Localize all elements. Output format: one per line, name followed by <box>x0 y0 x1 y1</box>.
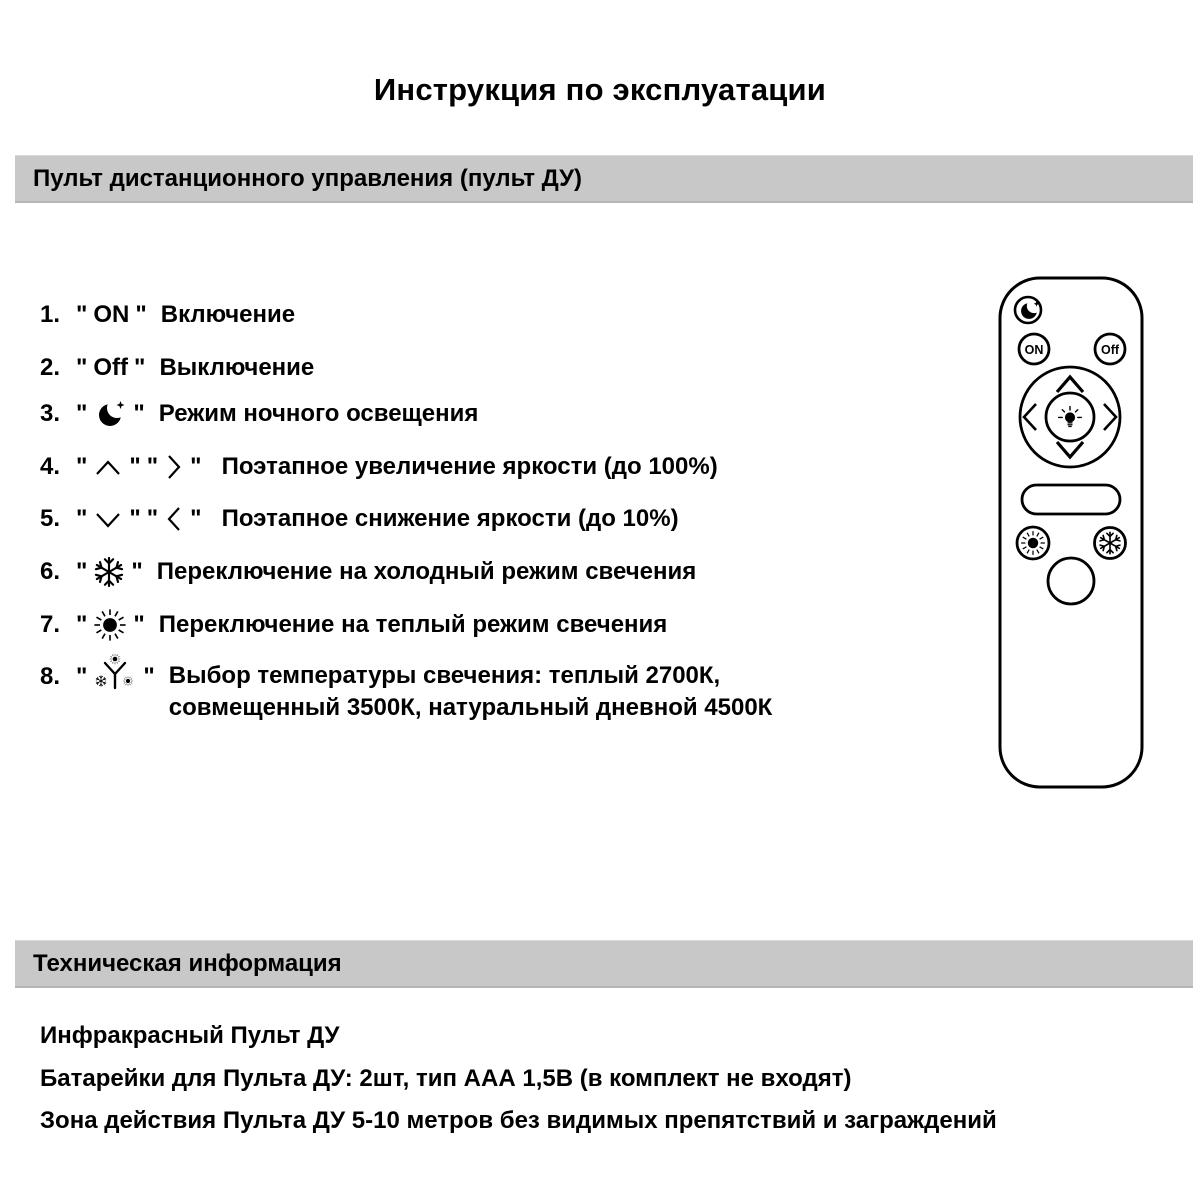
list-item-color-temperature <box>40 660 772 724</box>
quote-mark: " <box>146 453 159 480</box>
quote-mark: " <box>190 505 202 532</box>
moon-icon <box>93 397 127 431</box>
list-item-text: Режим ночного освещения <box>158 400 479 427</box>
list-item-number: 2. <box>40 354 61 381</box>
chevron-left-icon <box>164 504 184 534</box>
on-button <box>1019 334 1049 364</box>
chevron-left-icon <box>1024 404 1036 430</box>
quote-mark: " <box>76 611 88 638</box>
list-item-text-line2: совмещенный 3500К, натуральный дневной 4500К <box>168 694 773 721</box>
light-bulb-icon <box>1059 407 1082 427</box>
tech-info-line: Батарейки для Пульта ДУ: 2шт, тип ААА 1,5В (в комплект не входят) <box>40 1065 852 1092</box>
sun-icon <box>93 608 127 642</box>
list-item-brightness-up <box>40 447 718 487</box>
list-item-text: Поэтапное снижение яркости (до 10%) <box>221 505 679 532</box>
chevron-up-icon <box>1057 377 1083 392</box>
list-item-number: 7. <box>40 611 61 638</box>
chevron-down-icon <box>1057 442 1083 457</box>
list-item-text-line1: Выбор температуры свечения: теплый 2700К, <box>168 662 721 689</box>
round-button <box>1048 558 1094 604</box>
list-item-number: 6. <box>40 558 61 585</box>
section-header-remote <box>15 155 1193 203</box>
list-item-cold-mode <box>40 552 696 592</box>
list-item-brightness-down <box>40 499 679 539</box>
quote-mark: " <box>76 505 88 532</box>
off-button-label: Off <box>1100 343 1120 357</box>
quote-mark: " <box>146 505 159 532</box>
quote-mark: " <box>76 558 88 585</box>
list-item-text: Выключение <box>159 354 315 381</box>
color-temperature-icon <box>93 654 137 700</box>
quote-mark: " <box>76 354 88 381</box>
section-header-remote-label: Пульт дистанционного управления (пульт ДУ) <box>33 164 582 192</box>
on-token: ON <box>93 301 130 328</box>
list-item-text: Переключение на холодный режим свечения <box>156 558 697 585</box>
quote-mark: " <box>133 611 145 638</box>
cold-mode-button <box>1095 528 1126 559</box>
list-item-number: 4. <box>40 453 61 480</box>
night-mode-button <box>1015 297 1041 323</box>
quote-mark: " <box>76 400 88 427</box>
list-item-on <box>40 295 295 335</box>
chevron-right-icon <box>1104 404 1116 430</box>
snowflake-icon <box>93 556 125 588</box>
warm-mode-button <box>1017 527 1049 559</box>
on-button-label: ON <box>1024 343 1044 357</box>
chevron-right-icon <box>164 452 184 482</box>
quote-mark: " <box>133 400 145 427</box>
list-item-text: Поэтапное увеличение яркости (до 100%) <box>221 453 718 480</box>
moon-icon <box>1021 301 1039 319</box>
page-title: Инструкция по эксплуатации <box>373 72 827 107</box>
quote-mark: " <box>135 301 147 328</box>
tech-info-line: Зона действия Пульта ДУ 5-10 метров без видимых препятствий и заграждений <box>40 1107 997 1134</box>
quote-mark: " <box>143 663 155 690</box>
quote-mark: " <box>129 453 141 480</box>
snowflake-icon <box>1099 532 1121 553</box>
list-item-warm-mode <box>40 605 667 645</box>
list-item-text: Переключение на теплый режим свечения <box>158 611 668 638</box>
strip-button <box>1022 485 1120 514</box>
brightness-dpad <box>1020 367 1120 467</box>
list-item-number: 8. <box>40 663 61 690</box>
quote-mark: " <box>131 558 143 585</box>
section-header-tech <box>15 940 1193 988</box>
list-item-number: 1. <box>40 301 61 328</box>
list-item-number: 3. <box>40 400 61 427</box>
quote-mark: " <box>129 505 141 532</box>
quote-mark: " <box>76 453 88 480</box>
off-token: Off <box>93 354 129 381</box>
quote-mark: " <box>76 301 88 328</box>
remote-control-illustration <box>998 276 1144 789</box>
list-item-text: Включение <box>160 301 296 328</box>
tech-info-line: Инфракрасный Пульт ДУ <box>40 1022 340 1049</box>
chevron-up-icon <box>93 456 123 478</box>
quote-mark: " <box>76 663 88 690</box>
list-item-off <box>40 348 314 388</box>
section-header-tech-label: Техническая информация <box>33 949 342 977</box>
chevron-down-icon <box>93 508 123 530</box>
list-item-number: 5. <box>40 505 61 532</box>
list-item-night-mode <box>40 394 478 434</box>
sun-icon <box>1021 531 1045 555</box>
off-button <box>1095 334 1125 364</box>
quote-mark: " <box>190 453 202 480</box>
quote-mark: " <box>134 354 146 381</box>
